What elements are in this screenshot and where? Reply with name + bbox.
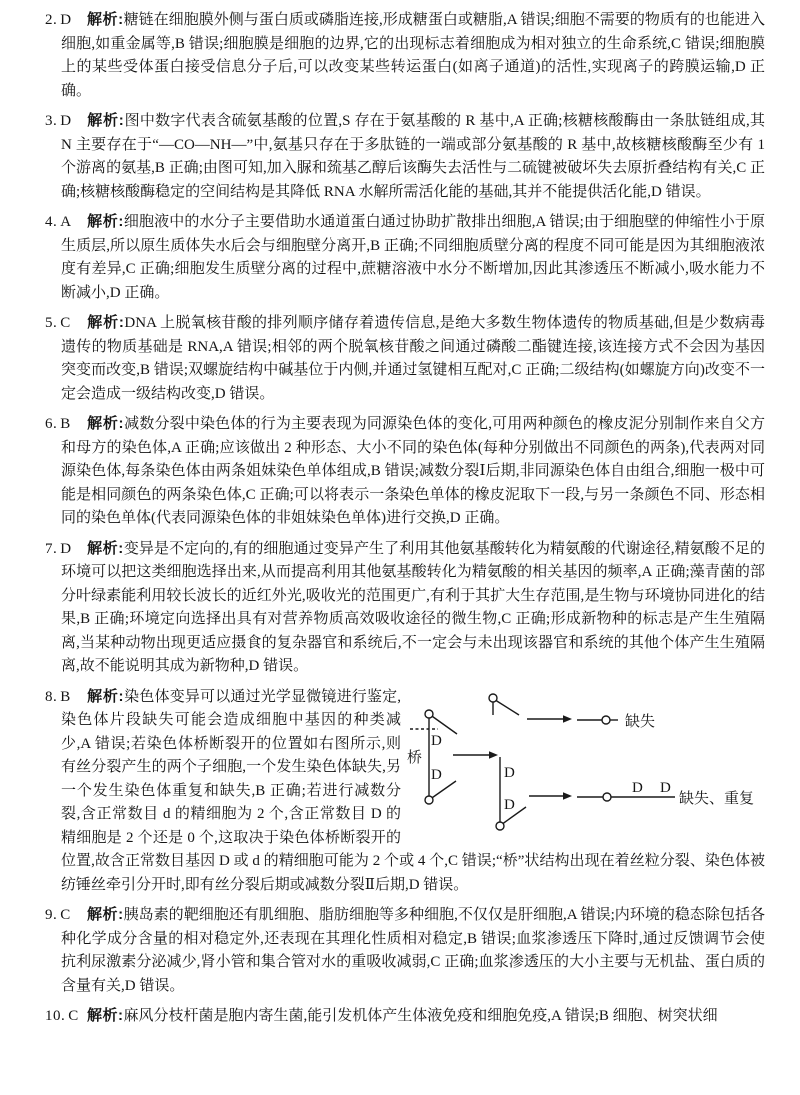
analysis-label: 解析: [87, 906, 124, 923]
bridge-chromosome [407, 710, 457, 804]
deletion-duplication-label: 缺失、重复 [679, 790, 755, 807]
question-index: 6. [45, 416, 58, 432]
analysis-label: 解析: [87, 213, 124, 230]
centromere-icon [425, 796, 433, 804]
arrow-icon [529, 792, 572, 800]
gene-label-d: D [660, 779, 671, 796]
chromosome-bridge-figure [405, 685, 765, 835]
answer-item-9 [45, 903, 765, 998]
gene-label-d: D [632, 779, 643, 796]
answer-item-3 [45, 109, 765, 204]
analysis-label: 解析: [87, 687, 125, 705]
answer-letter: B [60, 416, 71, 432]
analysis-text: 糖链在细胞膜外侧与蛋白质或磷脂连接,形成糖蛋白或糖脂,A 错误;细胞不需要的物质有的也能进入细胞,如重金属等,B 错误;细胞膜是细胞的边界,它的出现标志着细胞成为相对独立的生命系统,C 错误;细胞膜上的某些受体蛋白接受信息分子后,可以改变某些转运蛋白(如离子通道)的活性,实现离子的跨膜运输,D 正确。 [61, 12, 765, 99]
analysis-label: 解析: [87, 539, 124, 557]
gene-label-d: D [504, 764, 515, 781]
analysis-text: 图中数字代表含硫氨基酸的位置,S 存在于氨基酸的 R 基中,A 正确;核糖核酸酶由一条肽链组成,其 N 主要存在于“—CO—NH—”中,氨基只存在于多肽链的一端或部分氨基酸的 R 基中,故核糖核酸酶至少有 1 个游离的氨基,B 正确;由图可知,加入脲和巯基乙醇后该酶失去活性与二硫键被破坏失去原折叠结构有关,C 正确;核糖核酸酶稳定的空间结构是其降低 RNA 水解所需活化能的基础,其并不能提供活化能,D 错误。 [61, 113, 765, 200]
answer-letter: D [60, 540, 72, 557]
question-number [45, 1005, 87, 1029]
answer-letter: A [60, 214, 72, 230]
centromere-icon [603, 793, 611, 801]
deletion-label: 缺失 [625, 713, 656, 730]
question-number [45, 686, 87, 710]
answer-letter: C [60, 907, 71, 923]
question-index: 3. [45, 113, 58, 129]
analysis-label: 解析: [87, 314, 125, 331]
answer-item-5 [45, 311, 765, 406]
question-index: 7. [45, 540, 58, 557]
question-number [45, 904, 87, 928]
centromere-icon [425, 710, 433, 718]
analysis-label: 解析: [87, 112, 125, 129]
answer-item-7 [45, 537, 765, 679]
answer-letter: D [60, 113, 72, 129]
question-index: 2. [45, 12, 58, 28]
answer-item-6 [45, 412, 765, 531]
answer-letter: B [60, 688, 71, 705]
answer-item-8 [45, 685, 765, 898]
analysis-text: 胰岛素的靶细胞还有肌细胞、脂肪细胞等多种细胞,不仅仅是肝细胞,A 错误;内环境的稳态除包括各种化学成分含量的相对稳定外,还表现在其理化性质相对稳定,B 错误;血浆渗透压下降时,通过反馈调节会使抗利尿激素分泌减少,肾小管和集合管对水的重吸收减弱,C 正确;血浆渗透压的大小主要与无机盐、蛋白质的含量有关,D 错误。 [61, 907, 765, 994]
deletion-result [577, 713, 655, 730]
analysis-text: 染色体变异可以通过光学显微镜进行鉴定,染色体片段缺失可能会造成细胞中基因的种类减少,A 错误;若染色体桥断裂开的位置如右图所示,则有丝分裂产生的两个子细胞,一个发生染色体缺失,另一个发生染色体重复和缺失,B 正确;若进行减数分裂,含正常数目 d 的精细胞为 2 个,含正常数目 D 的精细胞是 2 个还是 0 个,这取决于染色体桥断裂开的位置,故含正常数目基因 D 或 d 的精细胞可能为 2 个或 4 个,C 错误;“桥”状结构出现在着丝粒分裂、染色体被纺锤丝牵引分开时,即有丝分裂后期或减数分裂Ⅱ后期,D 错误。 [61, 688, 765, 893]
acentric-top-fragment [489, 694, 519, 715]
analysis-text: 细胞液中的水分子主要借助水通道蛋白通过协助扩散排出细胞,A 错误;由于细胞壁的伸缩性小于原生质层,所以原生质体失水后会与细胞壁分离开,B 正确;不同细胞质壁分离的程度不同可能是因为其细胞液浓度有差异,C 正确;细胞发生质壁分离的过程中,蔗糖溶液中水分不断增加,因此其渗透压不断减小,吸水能力不断减小,D 正确。 [61, 214, 765, 301]
question-index: 9. [45, 907, 58, 923]
question-number [45, 211, 87, 235]
answer-letter: C [60, 315, 71, 331]
gene-label-d: D [431, 766, 442, 783]
bottom-fragment [496, 757, 526, 830]
question-index: 8. [45, 688, 58, 705]
question-number [45, 9, 87, 33]
question-index: 4. [45, 214, 58, 230]
analysis-text: 减数分裂中染色体的行为主要表现为同源染色体的变化,可用两种颜色的橡皮泥分别制作来自父方和母方的染色体,A 正确;应该做出 2 种形态、大小不同的染色体(每种分别做出不同颜色的两条),代表两对同源染色体,每条染色体由两条姐妹染色单体组成,B 错误;减数分裂Ⅰ后期,非同源染色体自由组合,细胞一极中可能是相同颜色的两条染色体,C 正确;可以将表示一条染色单体的橡皮泥取下一段,与另一条颜色不同、形态相同的染色单体(代表同源染色体的非姐妹染色单体)进行交换,D 正确。 [61, 416, 765, 526]
analysis-text: 变异是不定向的,有的细胞通过变异产生了利用其他氨基酸转化为精氨酸的代谢途径,精氨酸不足的环境可以把这类细胞选择出来,从而提高利用其他氨基酸转化为精氨酸的相关基因的频率,A 正确;藻青菌的部分叶绿素能利用较长波长的近红外光,吸收光的范围更广,有利于其扩大生存范围,是生物与环境协同进化的结果,B 正确;环境定向选择出具有对营养物质高效吸收途径的微生物,C 正确;形成新物种的标志是产生生殖隔离,当某种动物出现更适应摄食的复杂器官和系统后,不一定会与未出现该器官和系统的其他个体产生生殖隔离,故不能说明其成为新物种,D 错误。 [61, 540, 765, 674]
arrow-icon [527, 715, 572, 723]
question-number [45, 312, 87, 336]
answer-item-2 [45, 8, 765, 103]
chromosome-bridge-diagram [405, 685, 765, 835]
answer-letter: D [60, 12, 72, 28]
analysis-label: 解析: [87, 11, 124, 28]
question-index: 5. [45, 315, 58, 331]
gene-label-d: D [431, 732, 442, 749]
deletion-duplication-result [577, 780, 754, 807]
answer-letter: C [68, 1008, 79, 1024]
analysis-label: 解析: [87, 415, 124, 432]
question-index: 10. [45, 1008, 66, 1024]
analysis-label: 解析: [87, 1007, 124, 1024]
question-number [45, 538, 87, 562]
question-number [45, 110, 87, 134]
centromere-icon [489, 694, 497, 702]
centromere-icon [602, 716, 610, 724]
gene-label-d: D [504, 796, 515, 813]
answer-item-4 [45, 210, 765, 305]
arrow-icon [453, 751, 498, 759]
analysis-text: DNA 上脱氧核苷酸的排列顺序储存着遗传信息,是绝大多数生物体遗传的物质基础,但是少数病毒遗传的物质基础是 RNA,A 错误;相邻的两个脱氧核苷酸之间通过磷酸二酯键连接,该连接方式不会因为基因突变而改变,B 错误;双螺旋结构中碱基位于内侧,并通过氢键相互配对,C 正确;二级结构(如螺旋方向)改变不一定会造成一级结构改变,D 错误。 [61, 315, 765, 402]
analysis-text: 麻风分枝杆菌是胞内寄生菌,能引发机体产生体液免疫和细胞免疫,A 错误;B 细胞、树突状细 [123, 1008, 718, 1024]
answer-item-10 [45, 1004, 765, 1029]
bridge-label: 桥 [407, 749, 423, 766]
question-number [45, 413, 87, 437]
